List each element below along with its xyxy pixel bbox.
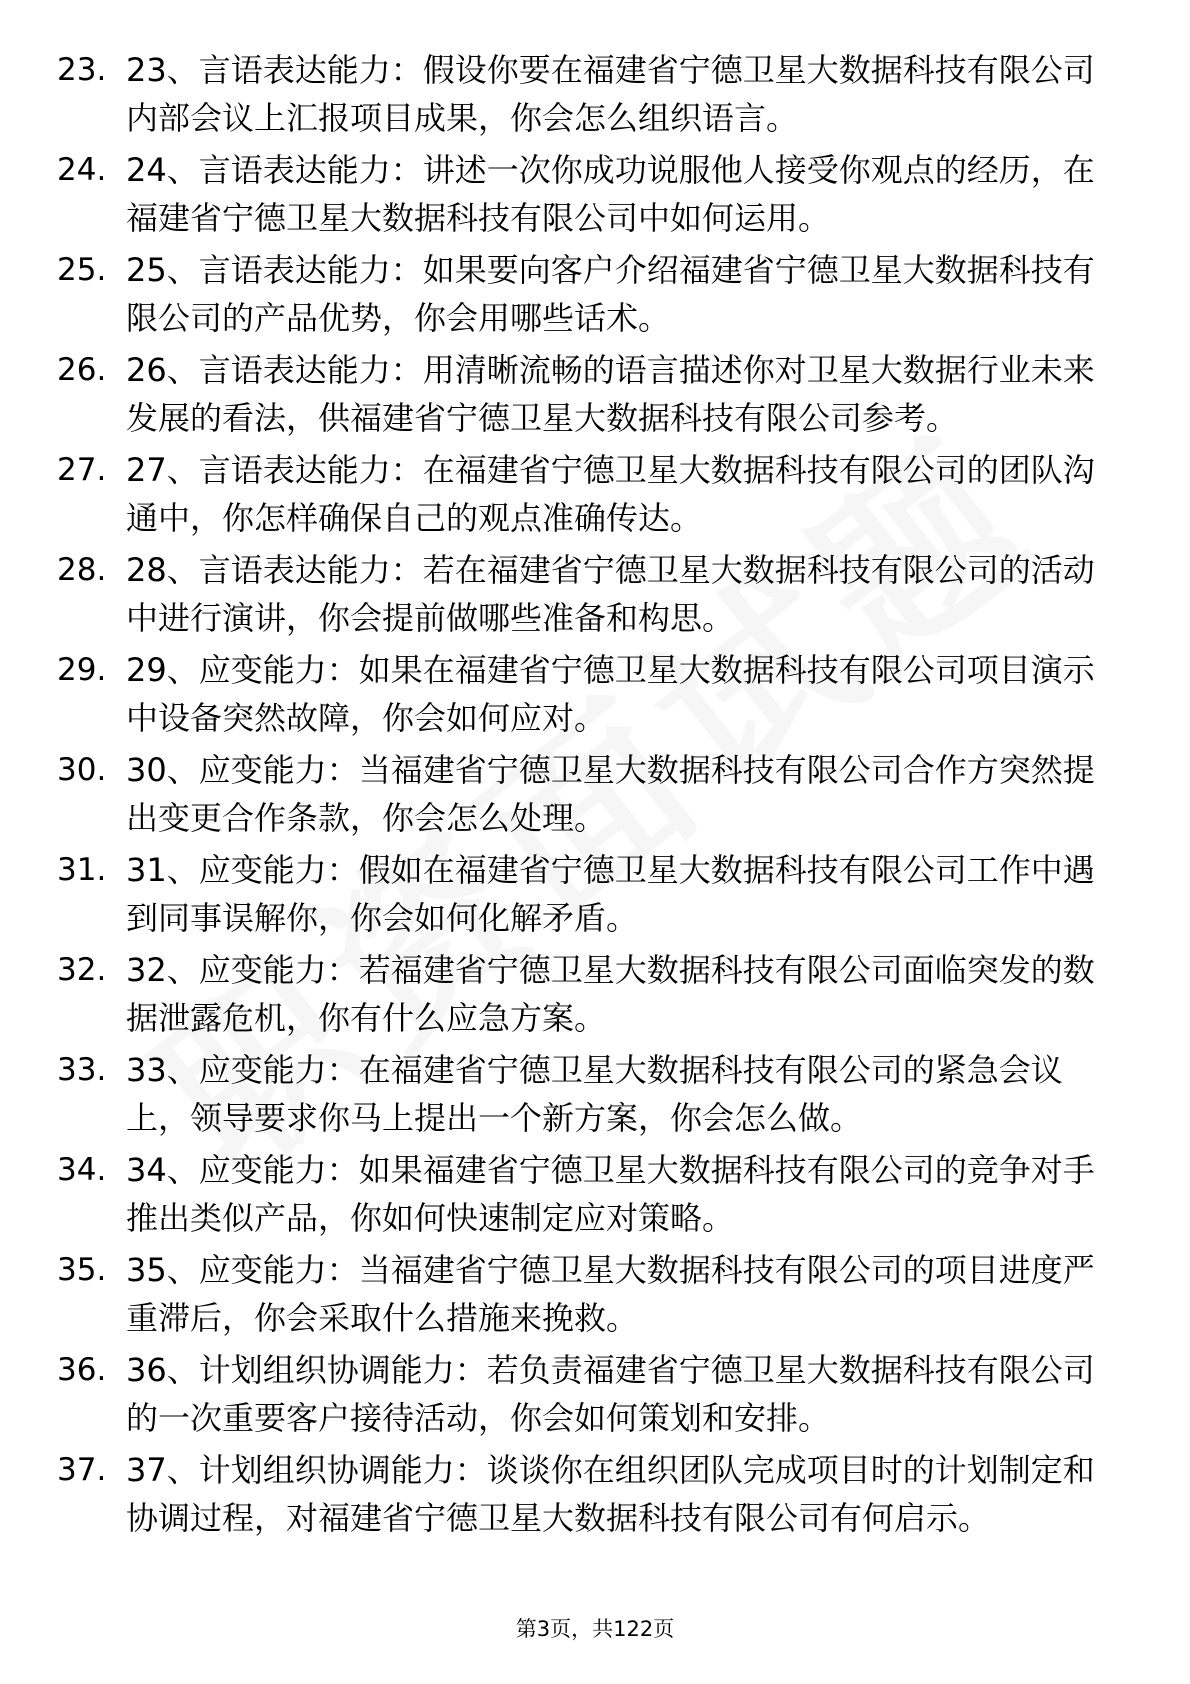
item-number: 30. xyxy=(57,752,107,788)
list-item xyxy=(0,1246,1190,1346)
item-number: 29. xyxy=(57,652,107,688)
list-item xyxy=(0,346,1190,446)
item-text: 35、应变能力：当福建省宁德卫星大数据科技有限公司的项目进度严重滞后，你会采取什么措施来挽救。 xyxy=(126,1251,1095,1337)
list-item xyxy=(0,146,1190,246)
item-text: 25、言语表达能力：如果要向客户介绍福建省宁德卫星大数据科技有限公司的产品优势，你会用哪些话术。 xyxy=(126,251,1095,337)
list-item xyxy=(0,246,1190,346)
list-item xyxy=(0,1146,1190,1246)
list-item xyxy=(0,46,1190,146)
page-footer: 第3页，共122页 xyxy=(515,1617,675,1641)
question-list xyxy=(0,46,1190,1596)
list-item xyxy=(0,946,1190,1046)
item-number: 28. xyxy=(57,552,107,588)
list-item xyxy=(0,1446,1190,1596)
list-item xyxy=(0,1046,1190,1146)
item-text: 32、应变能力：若福建省宁德卫星大数据科技有限公司面临突发的数据泄露危机，你有什么应急方案。 xyxy=(126,951,1095,1037)
item-text: 27、言语表达能力：在福建省宁德卫星大数据科技有限公司的团队沟通中，你怎样确保自己的观点准确传达。 xyxy=(126,451,1095,537)
list-item xyxy=(0,446,1190,546)
item-text: 37、计划组织协调能力：谈谈你在组织团队完成项目时的计划制定和协调过程，对福建省宁德卫星大数据科技有限公司有何启示。 xyxy=(126,1451,1095,1537)
item-number: 35. xyxy=(57,1252,107,1288)
list-item xyxy=(0,546,1190,646)
list-item xyxy=(0,746,1190,846)
item-text: 31、应变能力：假如在福建省宁德卫星大数据科技有限公司工作中遇到同事误解你，你会如何化解矛盾。 xyxy=(126,851,1095,937)
list-item xyxy=(0,646,1190,746)
item-text: 29、应变能力：如果在福建省宁德卫星大数据科技有限公司项目演示中设备突然故障，你会如何应对。 xyxy=(126,651,1095,737)
item-text: 24、言语表达能力：讲述一次你成功说服他人接受你观点的经历，在福建省宁德卫星大数据科技有限公司中如何运用。 xyxy=(126,151,1095,237)
item-number: 25. xyxy=(57,252,107,288)
item-number: 26. xyxy=(57,352,107,388)
item-number: 33. xyxy=(57,1052,107,1088)
list-item xyxy=(0,846,1190,946)
item-number: 24. xyxy=(57,152,107,188)
item-text: 30、应变能力：当福建省宁德卫星大数据科技有限公司合作方突然提出变更合作条款，你会怎么处理。 xyxy=(126,751,1095,837)
item-number: 23. xyxy=(57,52,107,88)
item-number: 31. xyxy=(57,852,107,888)
item-text: 26、言语表达能力：用清晰流畅的语言描述你对卫星大数据行业未来发展的看法，供福建省宁德卫星大数据科技有限公司参考。 xyxy=(126,351,1095,437)
item-text: 23、言语表达能力：假设你要在福建省宁德卫星大数据科技有限公司内部会议上汇报项目成果，你会怎么组织语言。 xyxy=(126,51,1095,137)
item-number: 27. xyxy=(57,452,107,488)
item-text: 34、应变能力：如果福建省宁德卫星大数据科技有限公司的竞争对手推出类似产品，你如何快速制定应对策略。 xyxy=(126,1151,1095,1237)
item-number: 37. xyxy=(57,1452,107,1488)
item-number: 32. xyxy=(57,952,107,988)
item-text: 28、言语表达能力：若在福建省宁德卫星大数据科技有限公司的活动中进行演讲，你会提前做哪些准备和构思。 xyxy=(126,551,1095,637)
item-number: 34. xyxy=(57,1152,107,1188)
item-text: 33、应变能力：在福建省宁德卫星大数据科技有限公司的紧急会议上，领导要求你马上提出一个新方案，你会怎么做。 xyxy=(126,1051,1063,1137)
list-item xyxy=(0,1346,1190,1446)
item-number: 36. xyxy=(57,1352,107,1388)
item-text: 36、计划组织协调能力：若负责福建省宁德卫星大数据科技有限公司的一次重要客户接待活动，你会如何策划和安排。 xyxy=(126,1351,1095,1437)
